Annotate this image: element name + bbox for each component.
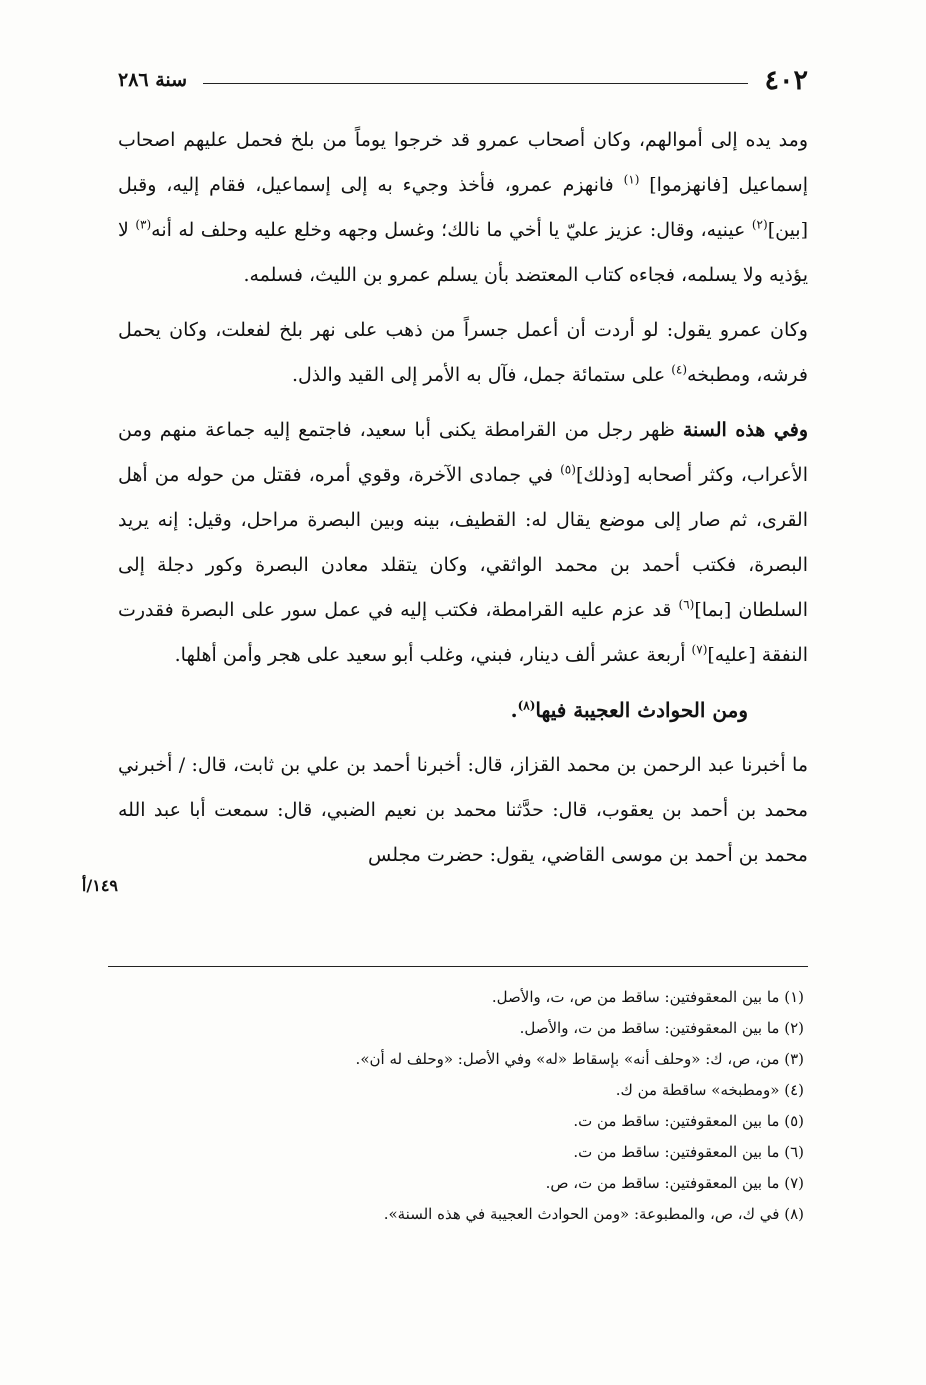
text-segment: قد عزم عليه القرامطة، فكتب إليه في عمل سور على البصرة فقدرت النفقة [عليه] (118, 599, 808, 666)
text-segment: ومد يده إلى أموالهم، وكان أصحاب عمرو قد خرجوا يوماً من بلخ فحمل عليهم اصحاب إسماعيل [فانهزموا] (118, 129, 808, 196)
footnote-6: (٦) ما بين المعقوفتين: ساقط من ت. (573, 1143, 804, 1161)
text-segment: عينيه، وقال: عزيز عليّ يا أخي ما نالك؛ وغسل وجهه وخلع عليه وحلف له أنه (151, 219, 752, 241)
section-heading (118, 688, 808, 733)
text-segment: في جمادى الآخرة، وقوي أمره، فقتل من حوله من أهل القرى، ثم صار إلى موضع يقال له: القطيف، بينه وبين البصرة مراحل، وقيل: إنه يريد البصرة، فكتب أحمد بن محمد الواثقي، وكان يتقلد معادن البصرة وكور دجلة إلى السلطان [بما] (118, 464, 808, 621)
footnote-ref: (٧) (691, 642, 708, 657)
footnote-7: (٧) ما بين المعقوفتين: ساقط من ت، ص. (545, 1174, 804, 1192)
text-segment: على ستمائة جمل، فآل به الأمر إلى القيد والذل. (291, 364, 672, 386)
main-text (118, 118, 808, 888)
footnotes (108, 982, 808, 1230)
footnote-ref: (٦) (678, 597, 695, 612)
paragraph-2 (118, 308, 808, 398)
heading-suffix: . (510, 698, 518, 722)
header-rule (203, 83, 748, 84)
text-segment: ما أخبرنا عبد الرحمن بن محمد القزاز، قال: أخبرنا أحمد بن علي بن ثابت، قال: / أخبرني محمد بن أحمد بن يعقوب، قال: حدَّثنا محمد بن نعيم الضبي، قال: سمعت أبا عبد الله محمد بن أحمد بن موسى القاضي، يقول: حضرت مجلس (118, 754, 808, 866)
footnote-ref: (٣) (135, 217, 152, 232)
footnote-8: (٨) في ك، ص، والمطبوعة: «ومن الحوادث العجيبة في هذه السنة». (383, 1205, 804, 1223)
footnote-ref: (٢) (751, 217, 768, 232)
footnote-1: (١) ما بين المعقوفتين: ساقط من ص، ت، والأصل. (491, 988, 804, 1006)
footnote-2: (٢) ما بين المعقوفتين: ساقط من ت، والأصل. (519, 1019, 804, 1037)
paragraph-4 (118, 743, 808, 878)
footnote-3: (٣) من، ص، ك: «وحلف أنه» بإسقاط «له» وفي الأصل: «وحلف له أن». (355, 1050, 804, 1068)
text-segment: لا يؤذيه ولا يسلمه، فجاءه كتاب المعتضد بأن يسلم عمرو بن الليث، فسلمه. (118, 219, 808, 286)
heading-text: ومن الحوادث العجيبة فيها (535, 698, 748, 722)
bold-lead: وفي هذه السنة (682, 419, 808, 441)
footnote-ref: (١) (623, 172, 640, 187)
folio-margin-note: ١٤٩/أ (81, 876, 118, 895)
paragraph-3 (118, 408, 808, 678)
footnote-ref: (٨) (517, 698, 536, 713)
footnote-ref: (٤) (671, 362, 688, 377)
text-segment: فانهزم عمرو، فأخذ وجيء به إلى إسماعيل، فقام إليه، وقبل [بين] (118, 174, 808, 241)
text-segment: ظهر رجل من القرامطة يكنى أبا سعيد، فاجتمع إليه جماعة منهم ومن الأعراب، وكثر أصحابه [وذلك] (118, 419, 808, 486)
running-head: سنة ٢٨٦ (118, 69, 188, 91)
text-segment: وكان عمرو يقول: لو أردت أن أعمل جسراً من ذهب على نهر بلخ لفعلت، وكان يحمل فرشه، ومطبخه (118, 319, 808, 386)
footnote-5: (٥) ما بين المعقوفتين: ساقط من ت. (573, 1112, 804, 1130)
footnote-4: (٤) «ومطبخه» ساقطة من ك. (615, 1081, 804, 1099)
footnote-ref: (٥) (560, 462, 576, 477)
page-number: ٤٠٢ (764, 64, 808, 96)
paragraph-1 (118, 118, 808, 298)
page-header (118, 62, 808, 98)
text-segment: أربعة عشر ألف دينار، فبني، وغلب أبو سعيد على هجر وأمن أهلها. (174, 644, 692, 666)
footnote-rule (108, 966, 808, 967)
